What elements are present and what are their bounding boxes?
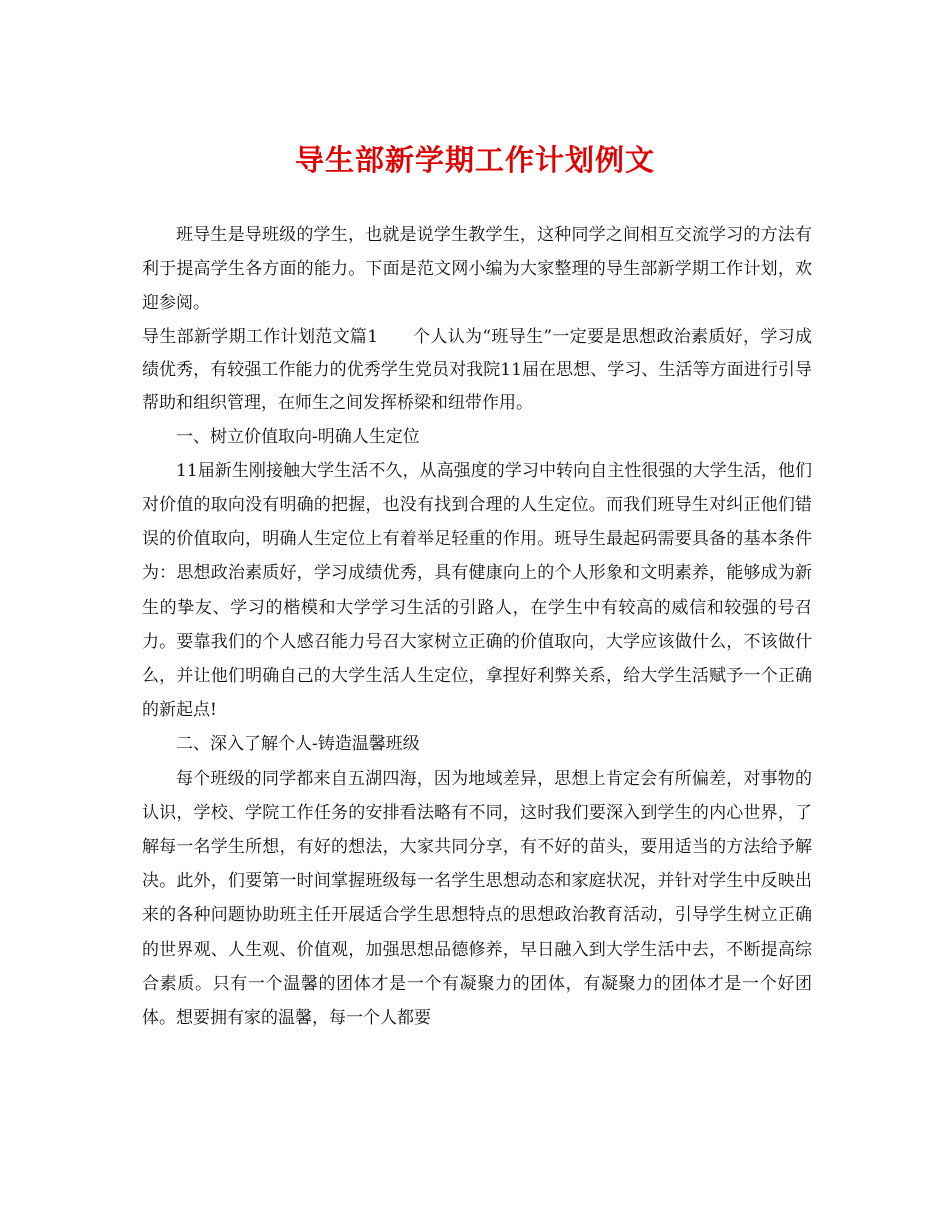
section-1-paragraph: 11届新生刚接触大学生活不久，从高强度的学习中转向自主性很强的大学生活，他们对价值的取向没有明确的把握，也没有找到合理的人生定位。而我们班导生对纠正他们错误的价值取向，明确人生定位上有着举足轻重的作用。班导生最起码需要具备的基本条件为：思想政治素质好，学习成绩优秀，具有健康向上的个人形象和文明素养，能够成为新生的挚友、学习的楷模和大学学习生活的引路人，在学生中有较高的威信和较强的号召力。要靠我们的个人感召能力号召大家树立正确的价值取向，大学应该做什么，不该做什么，并让他们明确自己的大学生活人生定位，拿捏好利弊关系，给大学生活赋予一个正确的新起点!	[142, 460, 812, 721]
document-title: 导生部新学期工作计划例文	[294, 143, 655, 177]
section-2-paragraph: 每个班级的同学都来自五湖四海，因为地域差异，思想上肯定会有所偏差，对事物的认识，学校、学院工作任务的安排看法略有不同，这时我们要深入到学生的内心世界，了解每一名学生所想，有好的想法，大家共同分享，有不好的苗头，要用适当的方法给予解决。此外，们要第一时间掌握班级每一名学生思想动态和家庭状况，并针对学生中反映出来的各种问题协助班主任开展适合学生思想特点的思想政治教育活动，引导学生树立正确的世界观、人生观、价值观，加强思想品德修养，早日融入到大学生活中去，不断提高综合素质。只有一个温馨的团体才是一个有凝聚力的团体，有凝聚力的团体才是一个好团体。想要拥有家的温馨，每一个人都要	[142, 768, 812, 1029]
section-heading-2: 二、深入了解个人-铸造温馨班级	[176, 734, 420, 755]
intro-paragraph: 班导生是导班级的学生，也就是说学生教学生，这种同学之间相互交流学习的方法有利于提高学生各方面的能力。下面是范文网小编为大家整理的导生部新学期工作计划，欢迎参阅。	[142, 225, 812, 314]
document-body	[142, 218, 812, 1035]
plan-intro-paragraph: 导生部新学期工作计划范文篇1 个人认为“班导生”一定要是思想政治素质好，学习成绩优秀，有较强工作能力的优秀学生党员对我院11届在思想、学习、生活等方面进行引导帮助和组织管理，在师生之间发挥桥梁和纽带作用。	[142, 326, 812, 413]
section-heading-1: 一、树立价值取向-明确人生定位	[176, 426, 420, 447]
